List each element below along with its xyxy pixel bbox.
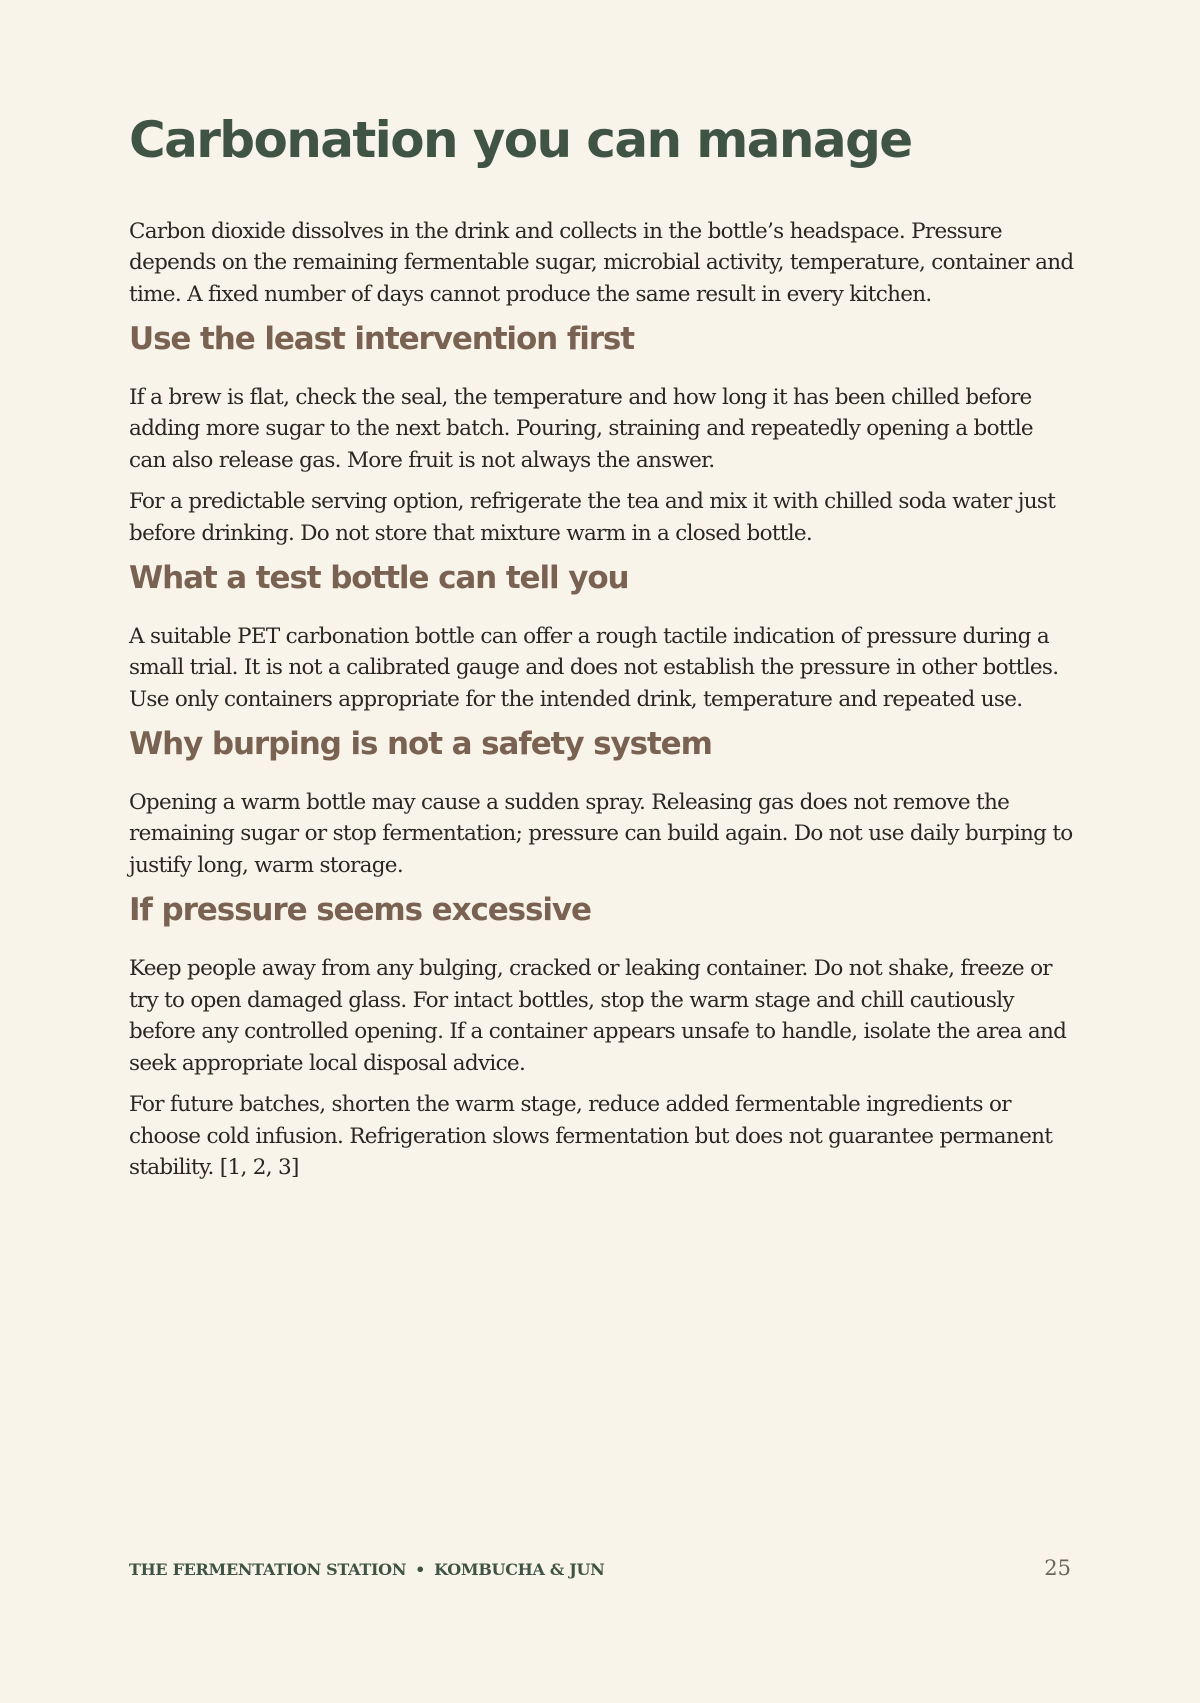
section-paragraph: A suitable PET carbonation bottle can offer a rough tactile indication of pressure during a small trial. It is not a calibrated gauge and does not establish the pressure in other bottles. Use only containers appropriate for the intended drink, temperature and repeated use. (129, 623, 1059, 712)
page-number: 25 (1044, 1556, 1071, 1580)
footer-publication: THE FERMENTATION STATION (129, 1560, 407, 1579)
footer-section: KOMBUCHA & JUN (434, 1560, 605, 1579)
section-paragraph: If a brew is flat, check the seal, the temperature and how long it has been chilled before adding more sugar to the next batch. Pouring, straining and repeatedly opening a bottle can also release gas. More fruit is not always the answer. (129, 384, 1033, 473)
section-heading-burping: Why burping is not a safety system (129, 726, 712, 763)
section-paragraph: For future batches, shorten the warm stage, reduce added fermentable ingredients or choose cold infusion. Refrigeration slows fermentation but does not guarantee permanent stability. [1, 2, 3] (129, 1092, 1053, 1181)
section-paragraph: For a predictable serving option, refrigerate the tea and mix it with chilled soda water just before drinking. Do not store that mixture warm in a closed bottle. (129, 489, 1056, 546)
page-content (129, 112, 1074, 1194)
section-heading-least-intervention: Use the least intervention first (129, 321, 634, 357)
section-heading-excessive-pressure: If pressure seems excessive (129, 892, 591, 929)
intro-paragraph: Carbon dioxide dissolves in the drink and collects in the bottle’s headspace. Pressure depends on the remaining fermentable sugar, microbial activity, temperature, container and time. A fixed number of days cannot produce the same result in every kitchen. (129, 218, 1074, 307)
footer-separator: • (415, 1560, 426, 1579)
section-paragraph: Opening a warm bottle may cause a sudden spray. Releasing gas does not remove the remaining sugar or stop fermentation; pressure can build again. Do not use daily burping to justify long, warm storage. (129, 789, 1073, 878)
section-heading-test-bottle: What a test bottle can tell you (129, 560, 629, 597)
page-title: Carbonation you can manage (129, 111, 912, 169)
running-footer (129, 1560, 605, 1579)
section-paragraph: Keep people away from any bulging, cracked or leaking container. Do not shake, freeze or try to open damaged glass. For intact bottles, stop the warm stage and chill cautiously before any controlled opening. If a container appears unsafe to handle, isolate the area and seek appropriate local disposal advice. (129, 956, 1067, 1076)
page-footer (129, 1556, 1071, 1580)
